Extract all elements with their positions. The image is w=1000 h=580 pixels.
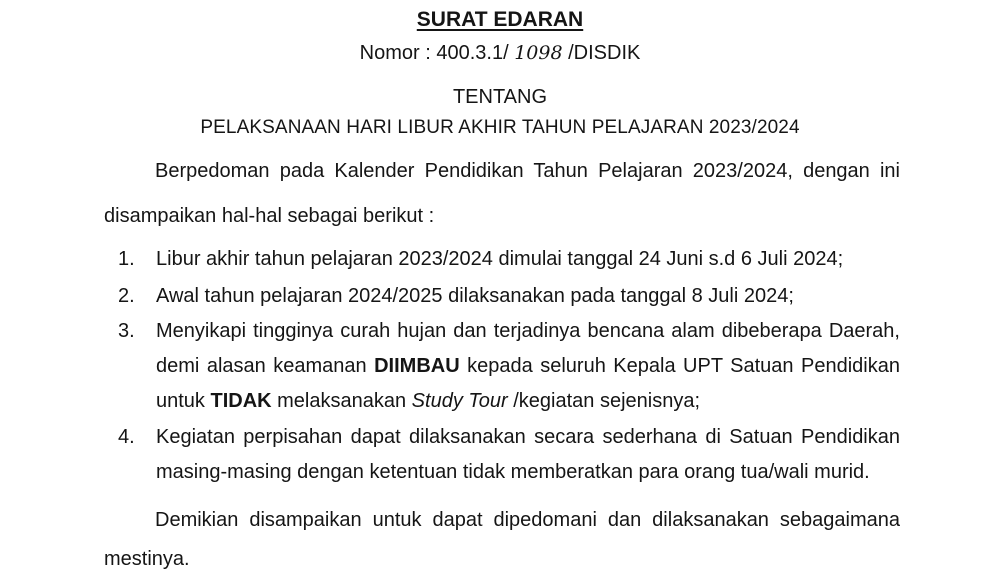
item-2-text: Awal tahun pelajaran 2024/2025 dilaksanakan pada tanggal 8 Juli 2024; xyxy=(156,285,794,307)
item-1-number: 1. xyxy=(118,248,135,270)
item-3-line-3-end: /kegiatan sejenisnya; xyxy=(507,390,701,412)
subject-heading: TENTANG xyxy=(452,86,548,108)
letter-number-prefix: Nomor : 400.3.1/ xyxy=(359,42,515,64)
item-3-emphasis-diimbau: DIIMBAU xyxy=(374,355,460,377)
item-3-emphasis-tidak: TIDAK xyxy=(210,390,272,412)
item-4-number: 4. xyxy=(118,426,135,448)
item-3-line-2-end: kepada seluruh Kepala UPT Satuan Pendidikan xyxy=(459,355,900,377)
item-3-number: 3. xyxy=(118,320,135,342)
item-4-line-2: masing-masing dengan ketentuan tidak memberatkan para orang tua/wali murid. xyxy=(156,461,870,483)
intro-line-2: disampaikan hal-hal sebagai berikut : xyxy=(104,205,435,227)
letter-number xyxy=(0,42,1000,65)
item-3-line-2-start: demi alasan keamanan xyxy=(156,355,375,377)
item-4-line-1: Kegiatan perpisahan dapat dilaksanakan secara sederhana di Satuan Pendidikan xyxy=(156,426,900,448)
item-3-line-1: Menyikapi tingginya curah hujan dan terjadinya bencana alam dibeberapa Daerah, xyxy=(156,320,900,342)
letter-number-handwritten: 1098 xyxy=(514,42,563,64)
letter-title: SURAT EDARAN xyxy=(416,8,584,31)
item-3-line-3-start: untuk xyxy=(156,390,211,412)
intro-line-1: Berpedoman pada Kalender Pendidikan Tahun Pelajaran 2023/2024, dengan ini xyxy=(155,160,900,182)
item-3-line-3 xyxy=(156,390,700,413)
item-3-study-tour: Study Tour xyxy=(411,390,508,412)
item-2-number: 2. xyxy=(118,285,135,307)
item-3-line-3-middle: melaksanakan xyxy=(271,390,412,412)
item-3-line-2 xyxy=(156,355,900,378)
letter-number-suffix: /DISDIK xyxy=(562,42,641,64)
item-1-text: Libur akhir tahun pelajaran 2023/2024 dimulai tanggal 24 Juni s.d 6 Juli 2024; xyxy=(156,248,844,270)
closing-line-2: mestinya. xyxy=(104,548,190,570)
closing-line-1: Demikian disampaikan untuk dapat dipedomani dan dilaksanakan sebagaimana xyxy=(155,509,900,531)
subject-title: PELAKSANAAN HARI LIBUR AKHIR TAHUN PELAJARAN 2023/2024 xyxy=(200,117,800,138)
